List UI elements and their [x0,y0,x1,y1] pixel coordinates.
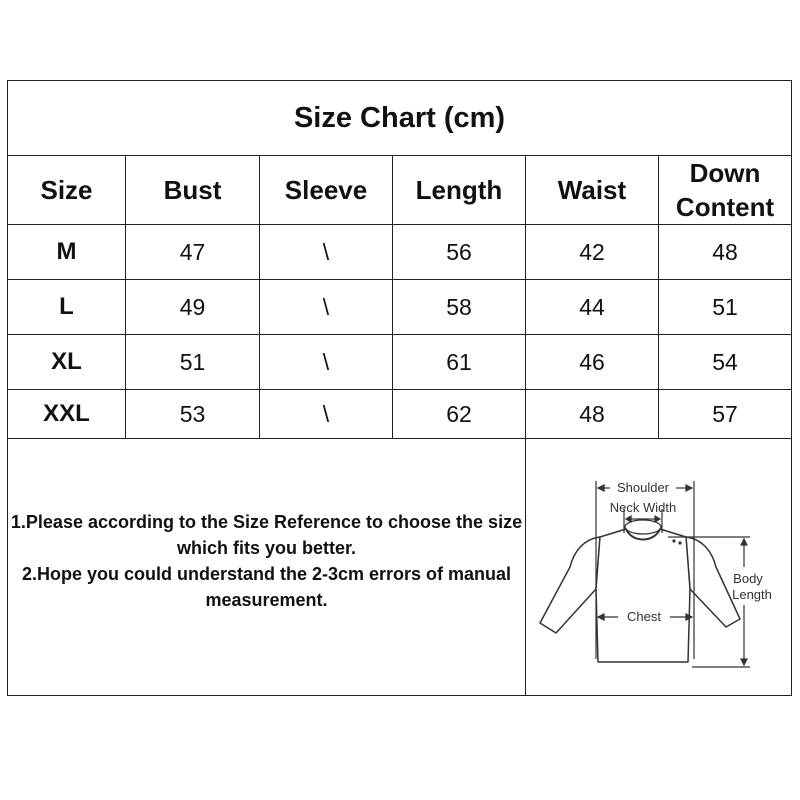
table-row [8,280,792,335]
down-content-cell: 48 [659,225,792,280]
down-content-cell: 54 [659,335,792,390]
size-cell: M [8,225,126,280]
table-row [8,390,792,439]
header-length: Length [393,156,526,225]
notes-cell [8,439,526,696]
chest-label: Chest [627,609,661,624]
measurement-diagram-cell [526,439,792,696]
shoulder-label: Shoulder [616,480,670,495]
bust-cell: 47 [126,225,260,280]
length-cell: 58 [393,280,526,335]
note-2: 2.Hope you could understand the 2-3cm errors of manual measurement. [21,564,512,610]
table-row [8,335,792,390]
down-content-cell: 57 [659,390,792,439]
header-size: Size [8,156,126,225]
note-1: 1.Please according to the Size Reference to choose the size which fits you better. [10,512,523,558]
header-bust: Bust [126,156,260,225]
header-waist: Waist [526,156,659,225]
size-cell: XXL [8,390,126,439]
sleeve-cell: \ [260,280,393,335]
body-length-label-1: Body [733,571,763,586]
down-content-cell: 51 [659,280,792,335]
bust-cell: 51 [126,335,260,390]
size-table [7,80,792,696]
length-cell: 56 [393,225,526,280]
body-length-label-2: Length [732,587,772,602]
chart-title: Size Chart (cm) [8,81,792,156]
header-sleeve: Sleeve [260,156,393,225]
header-row [8,156,792,225]
bust-cell: 53 [126,390,260,439]
waist-cell: 42 [526,225,659,280]
header-down-content: Down Content [659,156,792,225]
length-cell: 61 [393,335,526,390]
sweater-diagram [526,439,792,695]
bust-cell: 49 [126,280,260,335]
left-sleeve-shape [540,537,600,633]
body-shape [596,529,690,662]
neck-width-label: Neck Width [609,500,677,515]
size-chart [7,80,791,694]
length-cell: 62 [393,390,526,439]
size-cell: L [8,280,126,335]
sleeve-cell: \ [260,335,393,390]
sleeve-cell: \ [260,390,393,439]
size-cell: XL [8,335,126,390]
waist-cell: 48 [526,390,659,439]
waist-cell: 44 [526,280,659,335]
sleeve-cell: \ [260,225,393,280]
table-row [8,225,792,280]
waist-cell: 46 [526,335,659,390]
